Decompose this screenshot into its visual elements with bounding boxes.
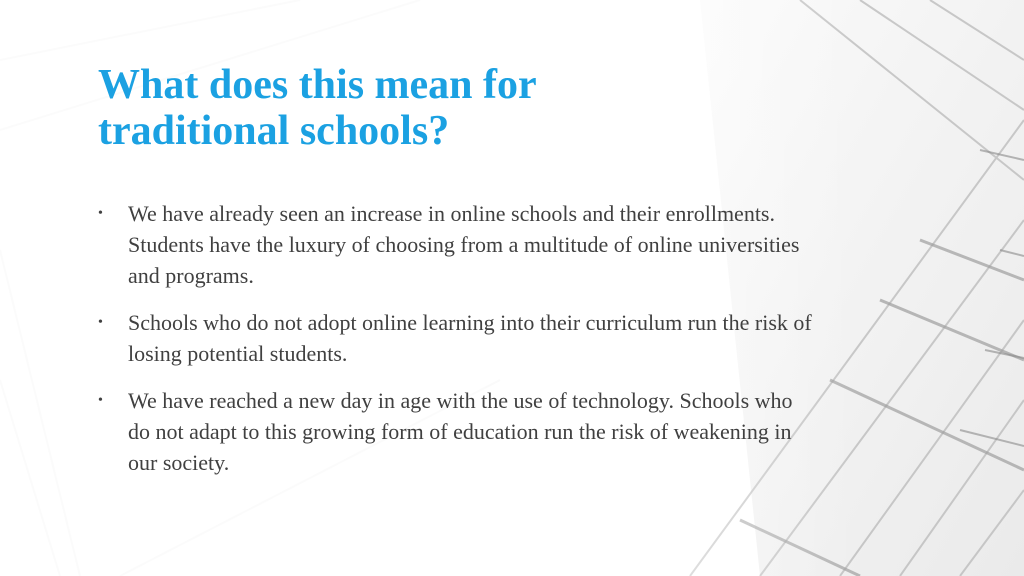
bullet-item: [98, 385, 818, 478]
slide-title: What does this mean for traditional schools?: [98, 62, 536, 154]
bullet-icon: •: [98, 315, 103, 330]
bullet-item: [98, 307, 818, 369]
bullet-icon: •: [98, 206, 103, 221]
bullet-text: Schools who do not adopt online learning into their curriculum run the risk of losing potential students.: [128, 310, 812, 366]
bullet-item: [98, 198, 818, 291]
bullet-list: [98, 198, 818, 494]
bullet-text: We have reached a new day in age with the use of technology. Schools who do not adapt to this growing form of education run the risk of weakening in our society.: [128, 388, 793, 475]
bullet-icon: •: [98, 393, 103, 408]
bullet-text: We have already seen an increase in online schools and their enrollments. Students have the luxury of choosing from a multitude of online universities and programs.: [128, 201, 800, 288]
